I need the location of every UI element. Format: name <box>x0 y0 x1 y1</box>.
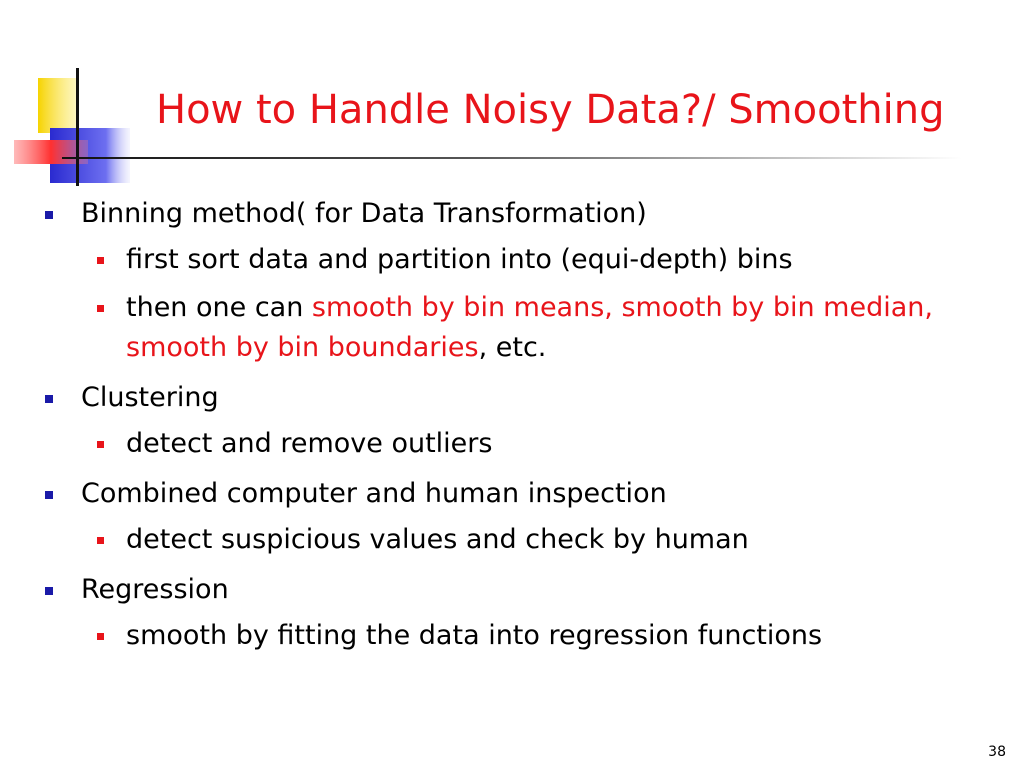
bullet-clustering <box>40 380 940 416</box>
sub-bullet-text: first sort data and partition into (equi-depth) bins <box>126 244 793 275</box>
bullet-text: Clustering <box>81 382 219 413</box>
bullet-regression <box>40 572 940 608</box>
bullet-square-icon <box>45 211 53 219</box>
yellow-square <box>38 78 78 133</box>
vertical-line <box>76 68 79 186</box>
sub-bullet-square-icon <box>97 257 104 264</box>
sub-bullet-square-icon <box>97 633 104 640</box>
sub-bullet-smooth <box>40 288 940 368</box>
sub-bullet-highlight: smooth by bin means, smooth by bin median, smooth by bin boundaries <box>126 292 933 363</box>
page-number: 38 <box>988 744 1006 760</box>
sub-bullet-square-icon <box>97 305 104 312</box>
sub-bullet-text: smooth by fitting the data into regression functions <box>126 620 823 651</box>
bullet-text: Combined computer and human inspection <box>81 478 667 509</box>
slide-title: How to Handle Noisy Data?/ Smoothing <box>156 87 945 133</box>
sub-bullet-outliers <box>40 424 940 464</box>
bullet-text: Regression <box>81 574 229 605</box>
sub-bullet-square-icon <box>97 441 104 448</box>
sub-bullet-suffix: , etc. <box>478 332 547 363</box>
sub-bullet-suspicious <box>40 520 940 560</box>
title-underline <box>62 157 962 159</box>
decorative-logo <box>0 0 160 200</box>
bullet-square-icon <box>45 491 53 499</box>
bullet-square-icon <box>45 395 53 403</box>
bullet-combined-inspection <box>40 476 940 512</box>
sub-bullet-text: detect and remove outliers <box>126 428 493 459</box>
bullet-square-icon <box>45 587 53 595</box>
slide-body <box>40 196 940 656</box>
sub-bullet-sort <box>40 240 940 280</box>
sub-bullet-square-icon <box>97 537 104 544</box>
bullet-binning <box>40 196 940 232</box>
sub-bullet-text: detect suspicious values and check by human <box>126 524 749 555</box>
bullet-text: Binning method( for Data Transformation) <box>81 198 647 229</box>
sub-bullet-prefix: then one can <box>126 292 312 323</box>
sub-bullet-regression-fit <box>40 616 940 656</box>
